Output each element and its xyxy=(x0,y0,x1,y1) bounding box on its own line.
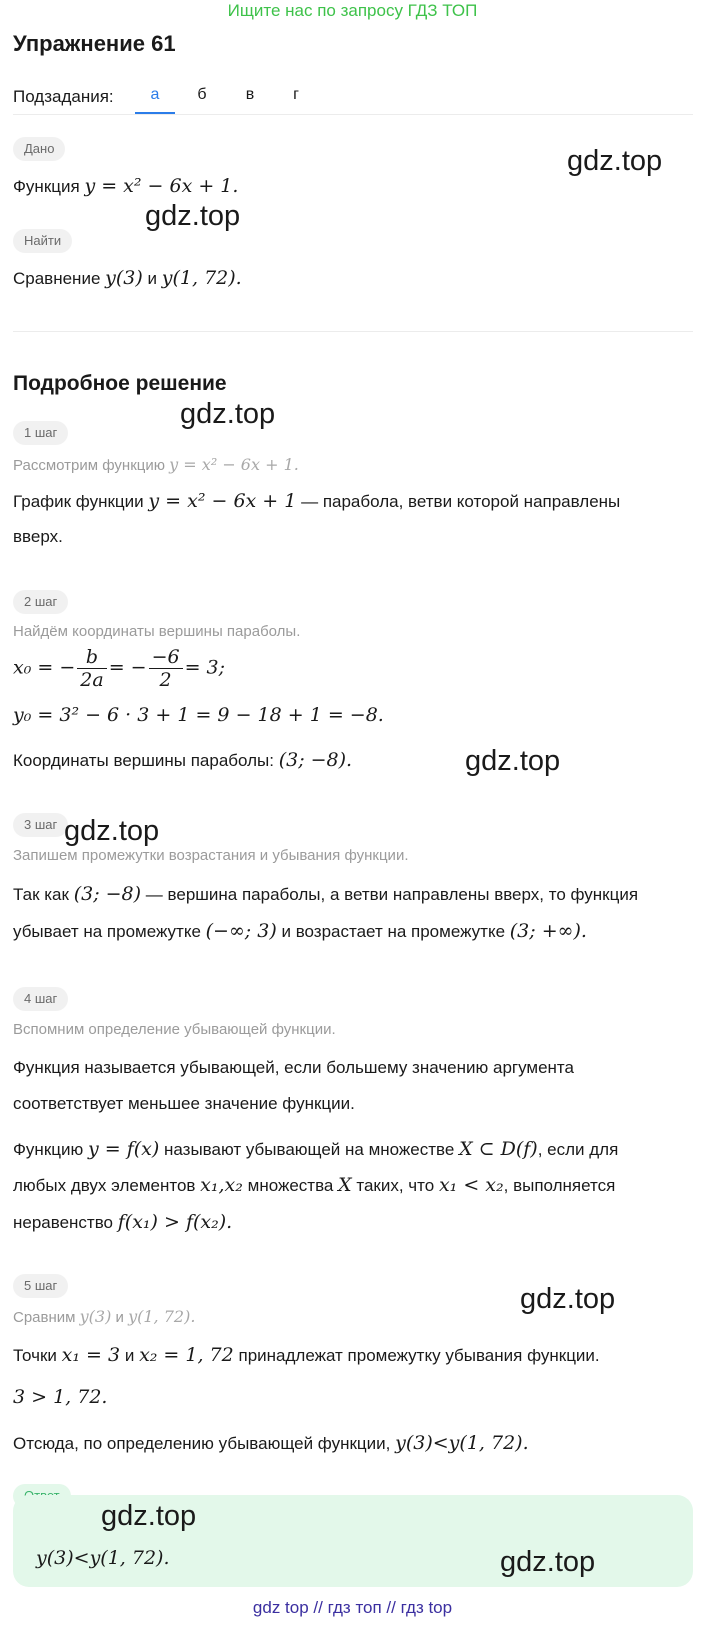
conclusion-text: Отсюда, по определению убывающей функции, y(3)<y(1, 72). xyxy=(13,1432,529,1454)
step-text: Точки x₁ = 3 и x₂ = 1, 72 принадлежат промежутку убывания функции. xyxy=(13,1344,600,1366)
subtasks-label: Подзадания: xyxy=(13,87,114,106)
tab-subtask-a[interactable]: а xyxy=(150,86,160,103)
step-hint: Рассмотрим функцию y = x² − 6x + 1. xyxy=(13,455,299,474)
vertex-text: Координаты вершины параболы: (3; −8). xyxy=(13,749,353,771)
solution-heading: Подробное решение xyxy=(13,372,227,395)
given-badge: Дано xyxy=(13,137,65,161)
step-badge: 3 шаг xyxy=(13,813,68,837)
answer-formula: y(3)<y(1, 72). xyxy=(36,1547,170,1569)
step-badge: 2 шаг xyxy=(13,590,68,614)
divider xyxy=(13,331,693,332)
inequality: 3 > 1, 72. xyxy=(13,1386,108,1408)
step-hint: Вспомним определение убывающей функции. xyxy=(13,1021,336,1038)
step-badge: 1 шаг xyxy=(13,421,68,445)
find-text: Сравнение y(3) и y(1, 72). xyxy=(13,267,242,289)
y0-formula: y₀ = 3² − 6 · 3 + 1 = 9 − 18 + 1 = −8. xyxy=(13,704,384,726)
step-text: вверх. xyxy=(13,527,63,546)
step-text: Функцию y = f(x) называют убывающей на множестве X ⊂ D(f), если для xyxy=(13,1138,619,1160)
definition-text: Функция называется убывающей, если большему значению аргумента xyxy=(13,1058,574,1077)
step-badge: 4 шаг xyxy=(13,987,68,1011)
given-formula: y = x² − 6x + 1. xyxy=(84,175,239,197)
step-text: неравенство f(x₁) > f(x₂). xyxy=(13,1211,233,1233)
watermark: gdz.top xyxy=(500,1546,596,1578)
step-badge: 5 шаг xyxy=(13,1274,68,1298)
watermark: gdz.top xyxy=(465,745,561,777)
tab-subtask-v[interactable]: в xyxy=(245,86,255,103)
divider xyxy=(13,114,693,115)
promo-banner[interactable]: Ищите нас по запросу ГДЗ ТОП xyxy=(227,1,478,20)
watermark: gdz.top xyxy=(64,815,160,847)
watermark: gdz.top xyxy=(180,398,276,430)
x0-formula: x₀ = − $\frac{b}{2a}$ = − $\frac{-6}{2}$ = 3; xyxy=(13,646,226,691)
tab-subtask-g[interactable]: г xyxy=(293,86,299,103)
watermark: gdz.top xyxy=(567,145,663,177)
tab-subtask-b[interactable]: б xyxy=(197,86,207,103)
watermark: gdz.top xyxy=(101,1500,197,1532)
step-text: любых двух элементов x₁,x₂ множества X таких, что x₁ < x₂, выполняется xyxy=(13,1174,616,1196)
find-badge: Найти xyxy=(13,229,72,253)
watermark: gdz.top xyxy=(145,200,241,232)
step-hint: Сравним y(3) и y(1, 72). xyxy=(13,1307,196,1326)
given-text: Функция y = x² − 6x + 1. xyxy=(13,175,239,197)
step-text: График функции y = x² − 6x + 1 — парабола, ветви которой направлены xyxy=(13,490,621,512)
step-hint: Запишем промежутки возрастания и убывания функции. xyxy=(13,847,409,864)
page-title: Упражнение 61 xyxy=(13,31,176,56)
footer-links[interactable]: gdz top // гдз топ // гдз top xyxy=(252,1598,453,1617)
step-text: Так как (3; −8) — вершина параболы, а ветви направлены вверх, то функция xyxy=(13,883,639,905)
watermark: gdz.top xyxy=(520,1283,616,1315)
step-text: убывает на промежутке (−∞; 3) и возрастает на промежутке (3; +∞). xyxy=(13,920,587,942)
definition-text: соответствует меньшее значение функции. xyxy=(13,1094,355,1113)
step-hint: Найдём координаты вершины параболы. xyxy=(13,623,301,640)
